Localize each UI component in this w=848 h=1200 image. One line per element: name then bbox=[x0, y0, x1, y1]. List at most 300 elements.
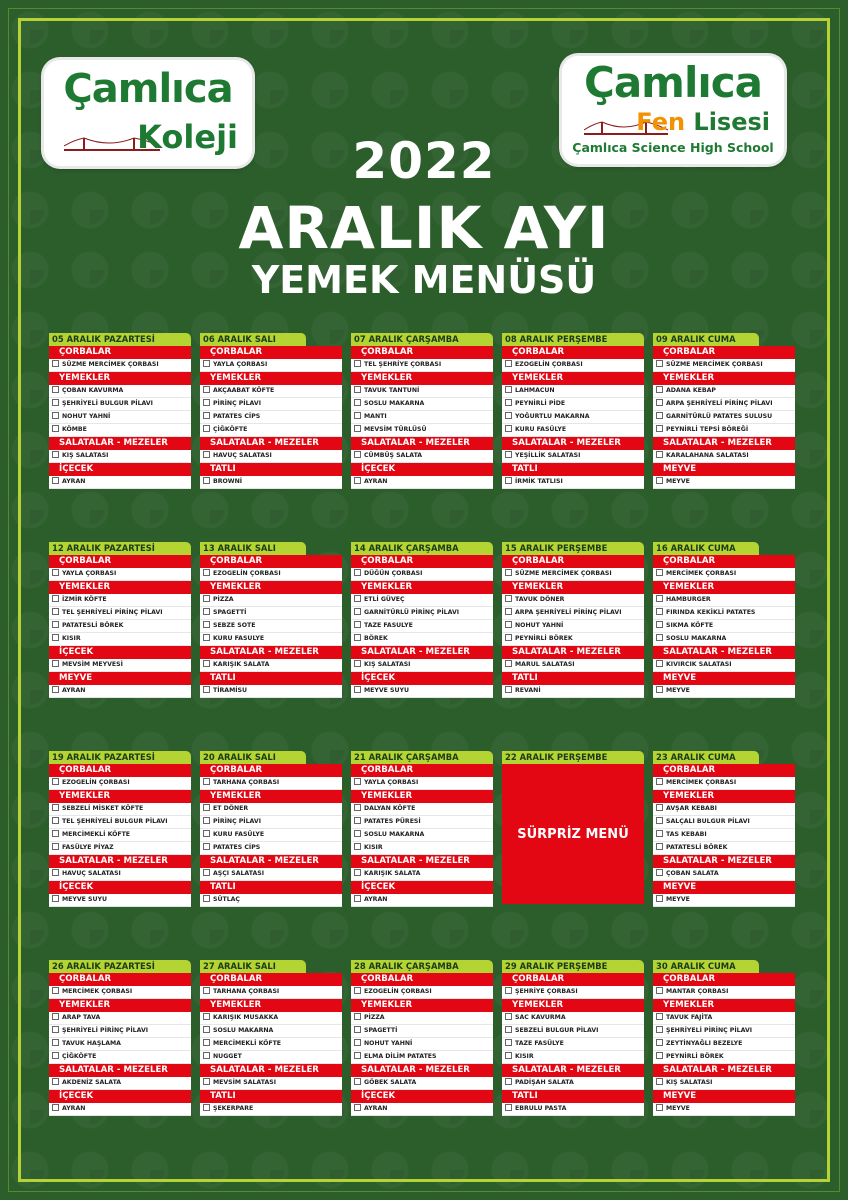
menu-item bbox=[200, 986, 342, 999]
section-title: SALATALAR - MEZELER bbox=[653, 437, 795, 450]
menu-item bbox=[502, 359, 644, 372]
menu-item bbox=[653, 385, 795, 398]
day-card bbox=[49, 751, 191, 907]
checkbox-icon bbox=[203, 778, 210, 785]
checkbox-icon bbox=[656, 425, 663, 432]
section-title: ÇORBALAR bbox=[200, 973, 342, 986]
checkbox-icon bbox=[505, 987, 512, 994]
checkbox-icon bbox=[656, 987, 663, 994]
menu-item-label: YAYLA ÇORBASI bbox=[62, 570, 117, 577]
menu-item-label: ET DÖNER bbox=[213, 805, 249, 812]
menu-item bbox=[351, 385, 493, 398]
menu-item-label: PEYNİRLİ BÖREK bbox=[666, 1053, 724, 1060]
menu-item bbox=[351, 594, 493, 607]
section-title: ÇORBALAR bbox=[49, 346, 191, 359]
menu-item bbox=[200, 1038, 342, 1051]
menu-item bbox=[502, 385, 644, 398]
menu-item bbox=[502, 424, 644, 437]
menu-item-label: ŞEHRİYE ÇORBASI bbox=[515, 988, 578, 995]
menu-item bbox=[653, 816, 795, 829]
menu-item-label: CÜMBÜŞ SALATA bbox=[364, 452, 423, 459]
menu-item bbox=[351, 1103, 493, 1116]
menu-item bbox=[351, 476, 493, 489]
checkbox-icon bbox=[52, 778, 59, 785]
menu-item-label: HAVUÇ SALATASI bbox=[213, 452, 272, 459]
section-title: ÇORBALAR bbox=[502, 555, 644, 568]
menu-item bbox=[49, 607, 191, 620]
menu-item bbox=[351, 1025, 493, 1038]
menu-item bbox=[653, 894, 795, 907]
checkbox-icon bbox=[52, 1104, 59, 1111]
checkbox-icon bbox=[354, 477, 361, 484]
checkbox-icon bbox=[656, 451, 663, 458]
menu-item bbox=[653, 1077, 795, 1090]
menu-item-label: MEYVE bbox=[666, 687, 690, 694]
menu-item bbox=[502, 1051, 644, 1064]
day-header: 09 ARALIK CUMA bbox=[653, 333, 759, 346]
menu-item-label: KARIŞIK SALATA bbox=[364, 870, 421, 877]
checkbox-icon bbox=[354, 830, 361, 837]
section-title: YEMEKLER bbox=[653, 790, 795, 803]
menu-item bbox=[351, 411, 493, 424]
menu-item-label: MEYVE SUYU bbox=[364, 687, 410, 694]
menu-item bbox=[49, 594, 191, 607]
checkbox-icon bbox=[656, 595, 663, 602]
menu-item-label: YAYLA ÇORBASI bbox=[364, 779, 419, 786]
day-card bbox=[351, 960, 493, 1116]
section-title: SALATALAR - MEZELER bbox=[653, 1064, 795, 1077]
checkbox-icon bbox=[656, 830, 663, 837]
menu-item-label: SOSLU MAKARNA bbox=[666, 635, 727, 642]
day-header: 14 ARALIK ÇARŞAMBA bbox=[351, 542, 493, 555]
checkbox-icon bbox=[656, 399, 663, 406]
day-header: 13 ARALIK SALI bbox=[200, 542, 306, 555]
menu-item-label: KURU FASÜLYE bbox=[213, 831, 265, 838]
section-title: YEMEKLER bbox=[49, 999, 191, 1012]
menu-item-label: KISIR bbox=[364, 844, 383, 851]
checkbox-icon bbox=[505, 477, 512, 484]
menu-item-label: AYRAN bbox=[364, 1105, 388, 1112]
menu-item-label: HAMBURGER bbox=[666, 596, 711, 603]
menu-item bbox=[200, 568, 342, 581]
menu-item-label: ZEYTİNYAĞLI BEZELYE bbox=[666, 1040, 743, 1047]
checkbox-icon bbox=[505, 451, 512, 458]
section-title: YEMEKLER bbox=[653, 999, 795, 1012]
menu-item bbox=[502, 450, 644, 463]
checkbox-icon bbox=[505, 1078, 512, 1085]
section-title: ÇORBALAR bbox=[502, 973, 644, 986]
menu-item bbox=[49, 816, 191, 829]
section-title: ÇORBALAR bbox=[351, 973, 493, 986]
checkbox-icon bbox=[656, 634, 663, 641]
menu-item bbox=[653, 607, 795, 620]
menu-item bbox=[351, 1077, 493, 1090]
menu-item-label: İRMİK TATLISI bbox=[515, 478, 563, 485]
checkbox-icon bbox=[505, 1039, 512, 1046]
day-header: 19 ARALIK PAZARTESİ bbox=[49, 751, 191, 764]
day-header: 30 ARALIK CUMA bbox=[653, 960, 759, 973]
checkbox-icon bbox=[656, 843, 663, 850]
menu-item bbox=[200, 411, 342, 424]
menu-item-label: AKDENİZ SALATA bbox=[62, 1079, 122, 1086]
checkbox-icon bbox=[354, 1013, 361, 1020]
section-title: ÇORBALAR bbox=[502, 346, 644, 359]
logo-right-lisesi: Lisesi bbox=[693, 108, 770, 136]
menu-item-label: MANTI bbox=[364, 413, 387, 420]
checkbox-icon bbox=[52, 621, 59, 628]
menu-item-label: MERCİMEK ÇORBASI bbox=[62, 988, 133, 995]
menu-item bbox=[49, 1025, 191, 1038]
menu-item bbox=[653, 1025, 795, 1038]
checkbox-icon bbox=[354, 569, 361, 576]
logo-left-line2: Koleji bbox=[137, 118, 238, 156]
menu-item bbox=[502, 594, 644, 607]
checkbox-icon bbox=[203, 1078, 210, 1085]
menu-item-label: AYRAN bbox=[364, 896, 388, 903]
menu-item-label: ADANA KEBAP bbox=[666, 387, 716, 394]
checkbox-icon bbox=[203, 634, 210, 641]
section-title: İÇECEK bbox=[351, 1090, 493, 1103]
menu-item bbox=[502, 476, 644, 489]
menu-item bbox=[49, 359, 191, 372]
checkbox-icon bbox=[505, 660, 512, 667]
section-title: YEMEKLER bbox=[351, 790, 493, 803]
checkbox-icon bbox=[656, 804, 663, 811]
menu-item-label: FIRINDA KEKİKLİ PATATES bbox=[666, 609, 756, 616]
section-title: YEMEKLER bbox=[351, 372, 493, 385]
menu-item bbox=[200, 816, 342, 829]
section-title: YEMEKLER bbox=[653, 581, 795, 594]
day-card bbox=[502, 542, 644, 698]
menu-item-label: KARIŞIK SALATA bbox=[213, 661, 270, 668]
menu-item bbox=[351, 986, 493, 999]
menu-item-label: MEVSİM MEYVESİ bbox=[62, 661, 123, 668]
menu-item bbox=[200, 803, 342, 816]
day-header: 12 ARALIK PAZARTESİ bbox=[49, 542, 191, 555]
menu-item-label: PEYNİRLİ PİDE bbox=[515, 400, 566, 407]
section-title: İÇECEK bbox=[351, 881, 493, 894]
menu-item bbox=[351, 398, 493, 411]
menu-item bbox=[351, 424, 493, 437]
menu-item bbox=[351, 620, 493, 633]
menu-item-label: SOSLU MAKARNA bbox=[213, 1027, 274, 1034]
menu-item-label: PATATES CİPS bbox=[213, 413, 261, 420]
menu-item-label: ARAP TAVA bbox=[62, 1014, 101, 1021]
checkbox-icon bbox=[203, 412, 210, 419]
day-body bbox=[653, 973, 795, 1116]
menu-item-label: MEYVE bbox=[666, 478, 690, 485]
menu-item bbox=[351, 685, 493, 698]
section-title: SALATALAR - MEZELER bbox=[351, 1064, 493, 1077]
menu-item bbox=[200, 1025, 342, 1038]
menu-item-label: MERCİMEK ÇORBASI bbox=[666, 570, 737, 577]
menu-item bbox=[502, 620, 644, 633]
section-title: SALATALAR - MEZELER bbox=[49, 1064, 191, 1077]
menu-item bbox=[200, 1103, 342, 1116]
menu-item bbox=[351, 607, 493, 620]
menu-item-label: EZOGELİN ÇORBASI bbox=[62, 779, 130, 786]
checkbox-icon bbox=[52, 569, 59, 576]
checkbox-icon bbox=[354, 686, 361, 693]
menu-item bbox=[653, 659, 795, 672]
day-header: 06 ARALIK SALI bbox=[200, 333, 306, 346]
section-title: YEMEKLER bbox=[49, 581, 191, 594]
day-header: 05 ARALIK PAZARTESİ bbox=[49, 333, 191, 346]
section-title: SALATALAR - MEZELER bbox=[351, 855, 493, 868]
menu-item-label: YOĞURTLU MAKARNA bbox=[515, 413, 590, 420]
checkbox-icon bbox=[203, 360, 210, 367]
menu-item bbox=[653, 568, 795, 581]
menu-item-label: DÜĞÜN ÇORBASI bbox=[364, 570, 423, 577]
menu-item bbox=[49, 1051, 191, 1064]
menu-item bbox=[502, 411, 644, 424]
checkbox-icon bbox=[52, 660, 59, 667]
checkbox-icon bbox=[354, 634, 361, 641]
checkbox-icon bbox=[203, 399, 210, 406]
checkbox-icon bbox=[656, 360, 663, 367]
menu-item-label: ARPA ŞEHRİYELİ PİRİNÇ PİLAVI bbox=[515, 609, 622, 616]
menu-item bbox=[351, 1012, 493, 1025]
checkbox-icon bbox=[203, 425, 210, 432]
menu-item-label: EZOGELİN ÇORBASI bbox=[213, 570, 281, 577]
menu-item bbox=[200, 620, 342, 633]
section-title: TATLI bbox=[200, 1090, 342, 1103]
menu-item-label: SEBZELİ MİSKET KÖFTE bbox=[62, 805, 144, 812]
menu-item bbox=[351, 803, 493, 816]
menu-item bbox=[502, 633, 644, 646]
section-title: YEMEKLER bbox=[49, 790, 191, 803]
checkbox-icon bbox=[656, 778, 663, 785]
menu-item-label: PADİŞAH SALATA bbox=[515, 1079, 574, 1086]
menu-item-label: LAHMACUN bbox=[515, 387, 555, 394]
menu-item-label: PİZZA bbox=[364, 1014, 385, 1021]
menu-item-label: KARALAHANA SALATASI bbox=[666, 452, 749, 459]
menu-item-label: SÜZME MERCİMEK ÇORBASI bbox=[62, 361, 159, 368]
section-title: TATLI bbox=[200, 463, 342, 476]
checkbox-icon bbox=[656, 386, 663, 393]
checkbox-icon bbox=[354, 869, 361, 876]
menu-item-label: TAVUK DÖNER bbox=[515, 596, 565, 603]
day-card bbox=[502, 333, 644, 489]
day-body bbox=[200, 555, 342, 698]
checkbox-icon bbox=[505, 399, 512, 406]
checkbox-icon bbox=[505, 1104, 512, 1111]
section-title: MEYVE bbox=[653, 463, 795, 476]
checkbox-icon bbox=[52, 830, 59, 837]
menu-item bbox=[351, 1038, 493, 1051]
menu-item bbox=[49, 620, 191, 633]
menu-item bbox=[49, 868, 191, 881]
menu-item-label: REVANİ bbox=[515, 687, 541, 694]
checkbox-icon bbox=[52, 686, 59, 693]
menu-item-label: MEVSİM TÜRLÜSÜ bbox=[364, 426, 427, 433]
section-title: SALATALAR - MEZELER bbox=[653, 646, 795, 659]
checkbox-icon bbox=[203, 987, 210, 994]
checkbox-icon bbox=[505, 686, 512, 693]
section-title: SALATALAR - MEZELER bbox=[351, 646, 493, 659]
section-title: YEMEKLER bbox=[502, 372, 644, 385]
section-title: ÇORBALAR bbox=[351, 346, 493, 359]
menu-item bbox=[200, 868, 342, 881]
day-header: 20 ARALIK SALI bbox=[200, 751, 306, 764]
menu-item-label: SÜZME MERCİMEK ÇORBASI bbox=[666, 361, 763, 368]
menu-item bbox=[200, 1051, 342, 1064]
menu-item-label: KÖMBE bbox=[62, 426, 87, 433]
menu-item bbox=[49, 894, 191, 907]
checkbox-icon bbox=[656, 1013, 663, 1020]
section-title: YEMEKLER bbox=[502, 581, 644, 594]
menu-item bbox=[49, 633, 191, 646]
checkbox-icon bbox=[52, 595, 59, 602]
day-body bbox=[653, 555, 795, 698]
menu-item bbox=[502, 398, 644, 411]
day-header: 08 ARALIK PERŞEMBE bbox=[502, 333, 644, 346]
menu-item bbox=[351, 816, 493, 829]
menu-item bbox=[502, 685, 644, 698]
section-title: ÇORBALAR bbox=[49, 555, 191, 568]
menu-item bbox=[653, 633, 795, 646]
section-title: SALATALAR - MEZELER bbox=[653, 855, 795, 868]
menu-item bbox=[502, 1038, 644, 1051]
section-title: TATLI bbox=[502, 672, 644, 685]
menu-item bbox=[502, 568, 644, 581]
menu-item bbox=[653, 1012, 795, 1025]
menu-item-label: ARPA ŞEHRİYELİ PİRİNÇ PİLAVI bbox=[666, 400, 773, 407]
menu-item-label: AVŞAR KEBABI bbox=[666, 805, 717, 812]
menu-item-label: YEŞİLLİK SALATASI bbox=[515, 452, 581, 459]
menu-item-label: SÜZME MERCİMEK ÇORBASI bbox=[515, 570, 612, 577]
checkbox-icon bbox=[656, 569, 663, 576]
checkbox-icon bbox=[52, 425, 59, 432]
menu-item bbox=[502, 1103, 644, 1116]
menu-item-label: SÜTLAÇ bbox=[213, 896, 240, 903]
section-title: SALATALAR - MEZELER bbox=[200, 437, 342, 450]
checkbox-icon bbox=[656, 660, 663, 667]
day-header: 29 ARALIK PERŞEMBE bbox=[502, 960, 644, 973]
menu-item-label: AYRAN bbox=[62, 687, 86, 694]
checkbox-icon bbox=[203, 830, 210, 837]
menu-item bbox=[502, 607, 644, 620]
menu-item bbox=[653, 842, 795, 855]
menu-item-label: GARNİTÜRLÜ PATATES SULUSU bbox=[666, 413, 773, 420]
section-title: ÇORBALAR bbox=[200, 346, 342, 359]
checkbox-icon bbox=[354, 1052, 361, 1059]
checkbox-icon bbox=[656, 869, 663, 876]
checkbox-icon bbox=[203, 817, 210, 824]
checkbox-icon bbox=[52, 1052, 59, 1059]
section-title: SALATALAR - MEZELER bbox=[200, 855, 342, 868]
menu-item bbox=[49, 398, 191, 411]
checkbox-icon bbox=[354, 412, 361, 419]
menu-item-label: NOHUT YAHNİ bbox=[364, 1040, 413, 1047]
day-body bbox=[200, 973, 342, 1116]
checkbox-icon bbox=[203, 477, 210, 484]
checkbox-icon bbox=[656, 608, 663, 615]
day-card bbox=[351, 751, 493, 907]
menu-item-label: MEYVE bbox=[666, 1105, 690, 1112]
menu-item-label: ETLİ GÜVEÇ bbox=[364, 596, 405, 603]
menu-item-label: BROWNİ bbox=[213, 478, 243, 485]
day-card bbox=[200, 751, 342, 907]
day-card bbox=[653, 542, 795, 698]
menu-item bbox=[49, 1038, 191, 1051]
section-title: ÇORBALAR bbox=[351, 764, 493, 777]
menu-item bbox=[502, 659, 644, 672]
menu-item-label: SOSLU MAKARNA bbox=[364, 831, 425, 838]
day-header: 27 ARALIK SALI bbox=[200, 960, 306, 973]
checkbox-icon bbox=[354, 817, 361, 824]
day-body bbox=[49, 346, 191, 489]
section-title: YEMEKLER bbox=[49, 372, 191, 385]
menu-item-label: NUGGET bbox=[213, 1053, 242, 1060]
logo-left-line1: Çamlıca bbox=[63, 66, 233, 112]
day-card bbox=[351, 542, 493, 698]
menu-item-label: TARHANA ÇORBASI bbox=[213, 779, 280, 786]
checkbox-icon bbox=[656, 1078, 663, 1085]
day-header: 15 ARALIK PERŞEMBE bbox=[502, 542, 644, 555]
menu-item-label: NOHUT YAHNİ bbox=[62, 413, 111, 420]
checkbox-icon bbox=[203, 895, 210, 902]
checkbox-icon bbox=[203, 451, 210, 458]
section-title: ÇORBALAR bbox=[351, 555, 493, 568]
menu-item-label: TAZE FASULYE bbox=[364, 622, 413, 629]
checkbox-icon bbox=[354, 608, 361, 615]
checkbox-icon bbox=[505, 634, 512, 641]
menu-item-label: TAZE FASÜLYE bbox=[515, 1040, 564, 1047]
menu-item bbox=[200, 385, 342, 398]
checkbox-icon bbox=[505, 621, 512, 628]
checkbox-icon bbox=[656, 817, 663, 824]
menu-item-label: TİRAMİSU bbox=[213, 687, 248, 694]
menu-item-label: SEBZELİ BULGUR PİLAVI bbox=[515, 1027, 599, 1034]
section-title: İÇECEK bbox=[351, 672, 493, 685]
menu-item bbox=[200, 829, 342, 842]
checkbox-icon bbox=[656, 621, 663, 628]
menu-item-label: EBRULU PASTA bbox=[515, 1105, 567, 1112]
checkbox-icon bbox=[52, 1078, 59, 1085]
menu-item bbox=[502, 1025, 644, 1038]
menu-item-label: AYRAN bbox=[62, 1105, 86, 1112]
menu-item-label: KIŞ SALATASI bbox=[364, 661, 411, 668]
checkbox-icon bbox=[203, 569, 210, 576]
checkbox-icon bbox=[354, 895, 361, 902]
menu-item-label: MEVSİM SALATASI bbox=[213, 1079, 277, 1086]
menu-item-label: SEBZE SOTE bbox=[213, 622, 256, 629]
checkbox-icon bbox=[354, 660, 361, 667]
menu-item bbox=[200, 359, 342, 372]
menu-item-label: ÇOBAN SALATA bbox=[666, 870, 719, 877]
checkbox-icon bbox=[505, 608, 512, 615]
menu-item-label: ŞEHRİYELİ BULGUR PİLAVI bbox=[62, 400, 153, 407]
menu-item bbox=[200, 450, 342, 463]
day-header: 26 ARALIK PAZARTESİ bbox=[49, 960, 191, 973]
checkbox-icon bbox=[52, 843, 59, 850]
menu-item bbox=[653, 1103, 795, 1116]
menu-item-label: EZOGELİN ÇORBASI bbox=[364, 988, 432, 995]
day-body bbox=[351, 764, 493, 907]
section-title: YEMEKLER bbox=[200, 372, 342, 385]
day-body bbox=[502, 973, 644, 1116]
section-title: ÇORBALAR bbox=[653, 555, 795, 568]
day-card bbox=[653, 960, 795, 1116]
menu-item-label: MEYVE SUYU bbox=[62, 896, 108, 903]
day-body bbox=[200, 346, 342, 489]
menu-item-label: EZOGELİN ÇORBASI bbox=[515, 361, 583, 368]
menu-item-label: TEL ŞEHRİYELİ PİRİNÇ PİLAVI bbox=[62, 609, 163, 616]
section-title: İÇECEK bbox=[49, 1090, 191, 1103]
menu-item bbox=[502, 1012, 644, 1025]
section-title: YEMEKLER bbox=[200, 790, 342, 803]
